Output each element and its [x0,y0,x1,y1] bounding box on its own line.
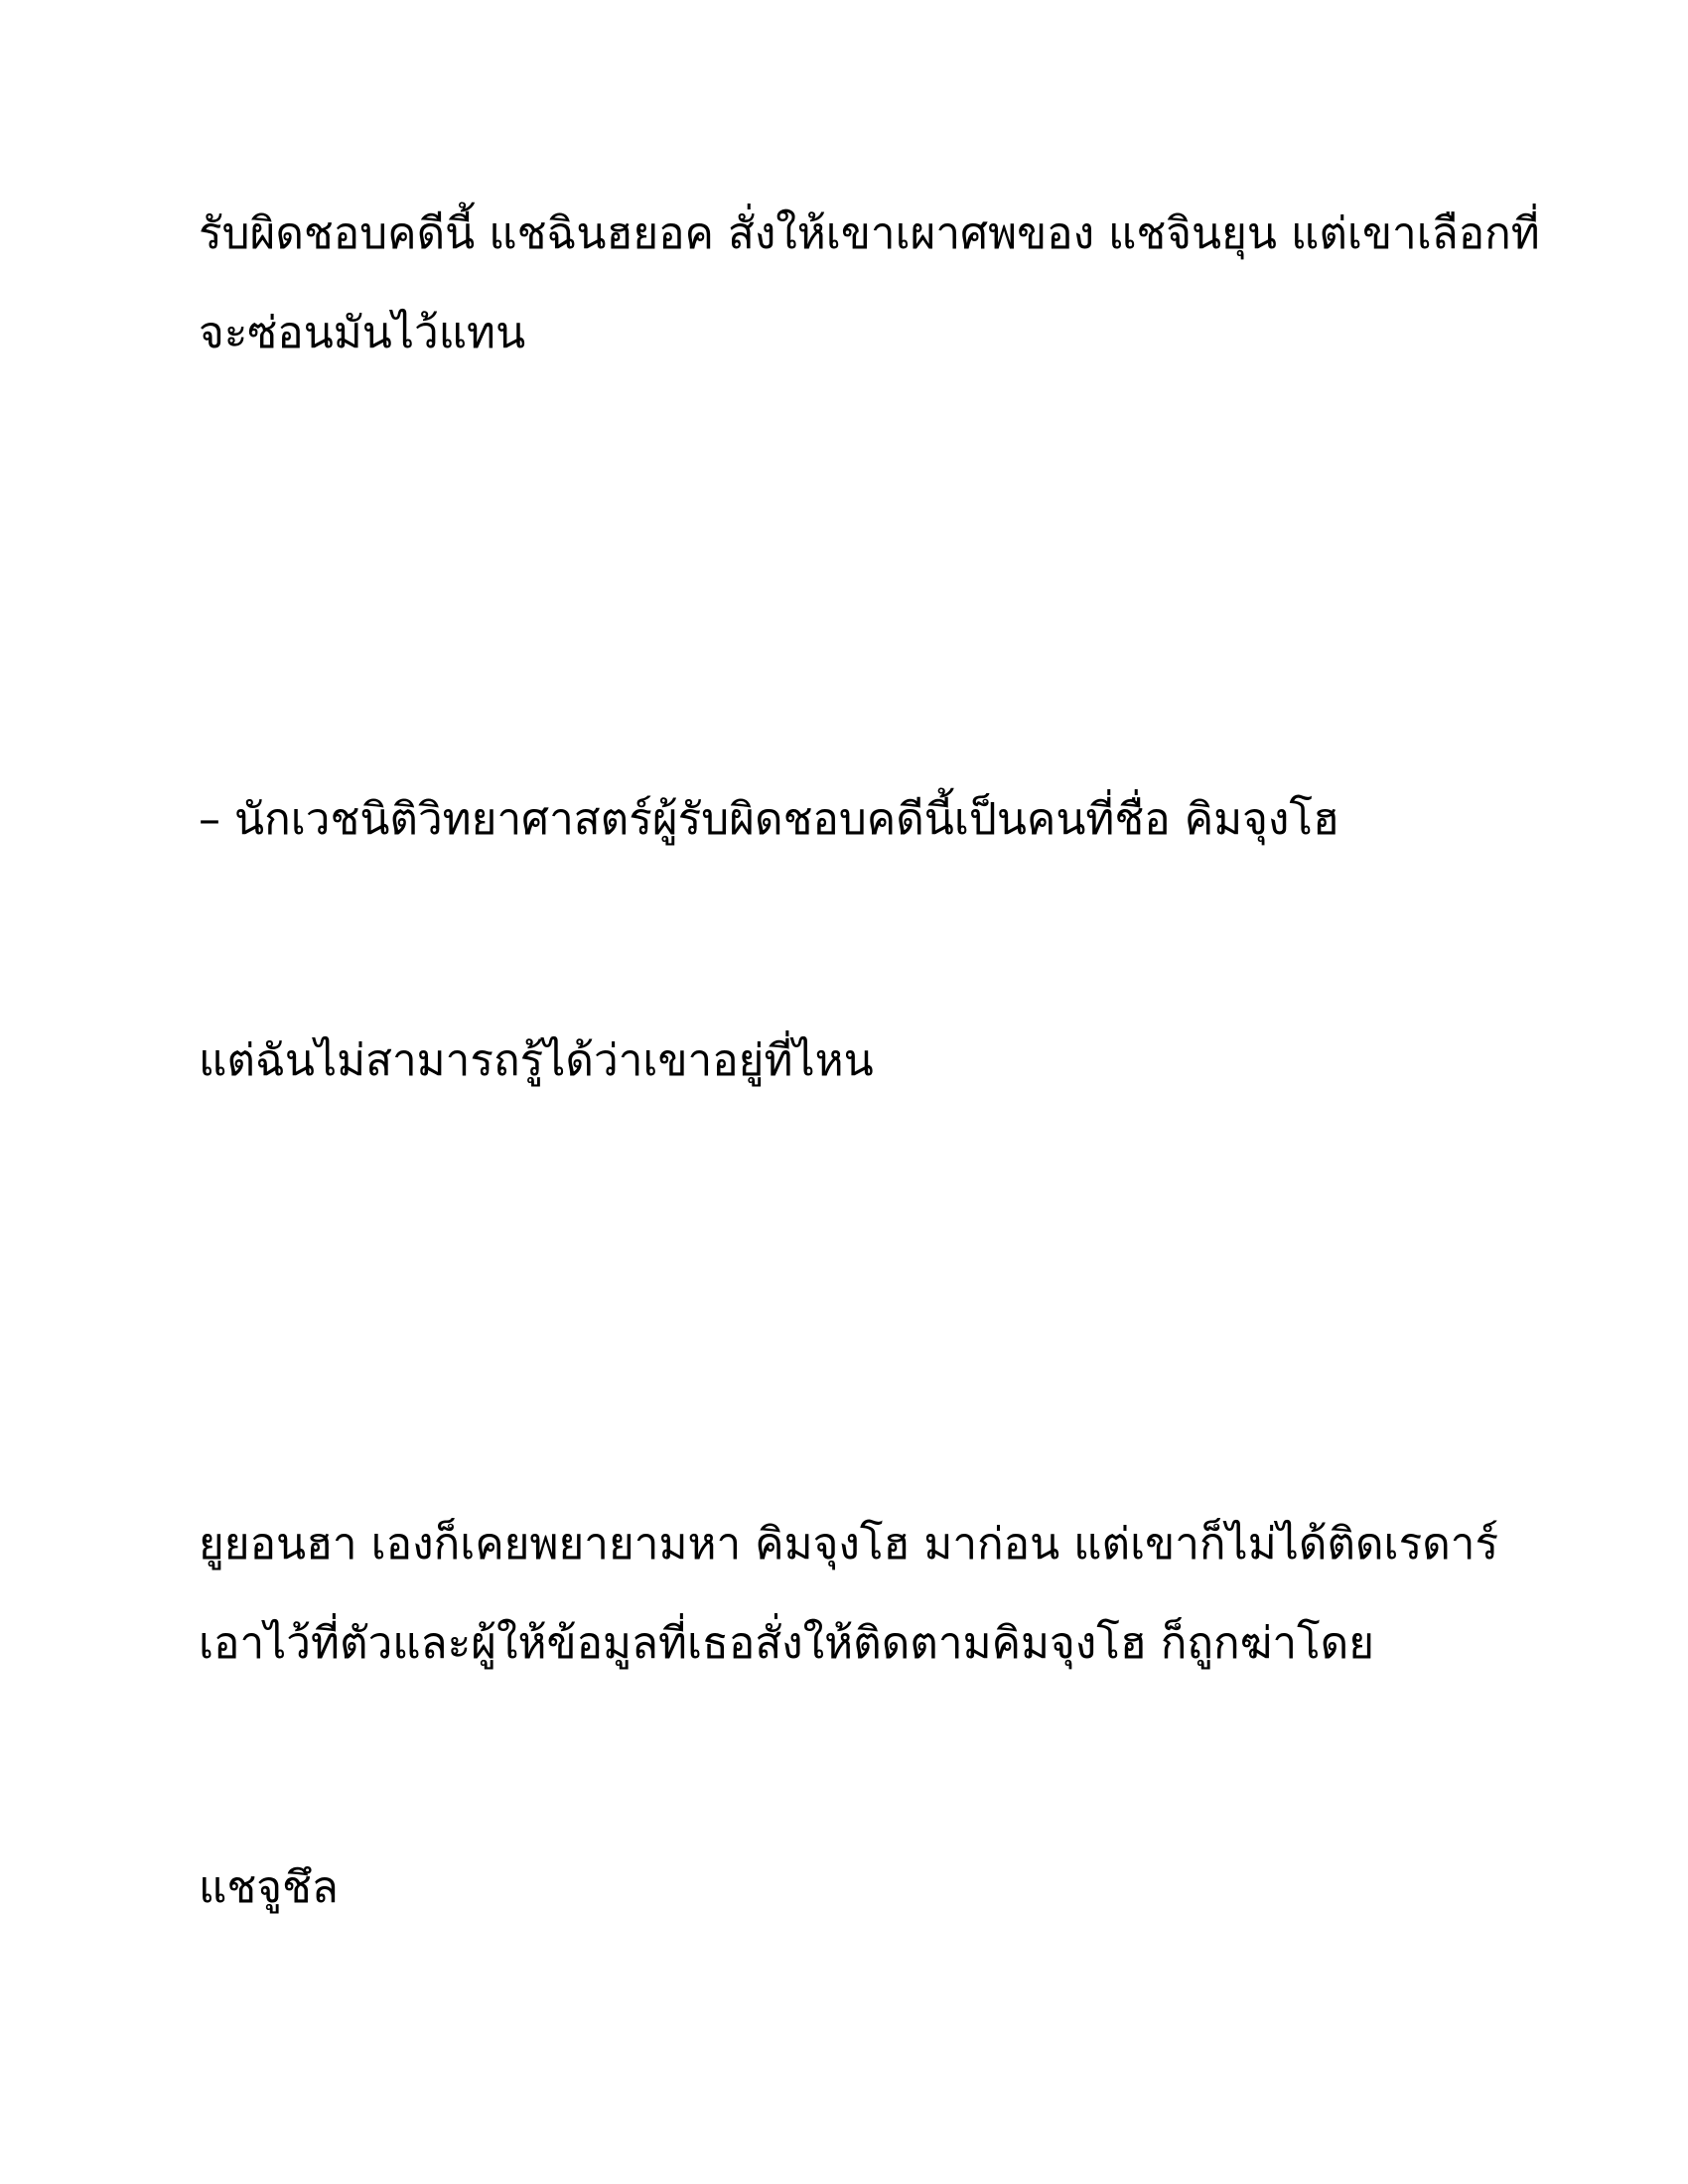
paragraph-1-line-1: รับผิดชอบคดีนี้ แชฉินฮยอค สั่งให้เขาเผาศพของ แชจินยุน แต่เขาเลือกที่ [199,208,1540,259]
paragraph-3-line-1: แต่ฉันไม่สามารถรู้ได้ว่าเขาอยู่ที่ไหน [199,1035,874,1086]
paragraph-1-line-2: จะซ่อนมันไว้แทน [199,308,526,358]
paragraph-4-line-2: เอาไว้ที่ตัวและผู้ให้ข้อมูลที่เธอสั่งให้ติดตามคิมจุงโฮ ก็ถูกฆ่าโดย [199,1618,1375,1669]
paragraph-5-line-1: แชจูชึล [199,1862,339,1913]
paragraph-2-line-1: – นักเวชนิติวิทยาศาสตร์ผู้รับผิดชอบคดีนี้เป็นคนที่ชื่อ คิมจุงโฮ [199,794,1339,845]
paragraph-4-line-1: ยูยอนฮา เองก็เคยพยายามหา คิมจุงโฮ มาก่อน แต่เขาก็ไม่ได้ติดเรดาร์ [199,1519,1499,1570]
